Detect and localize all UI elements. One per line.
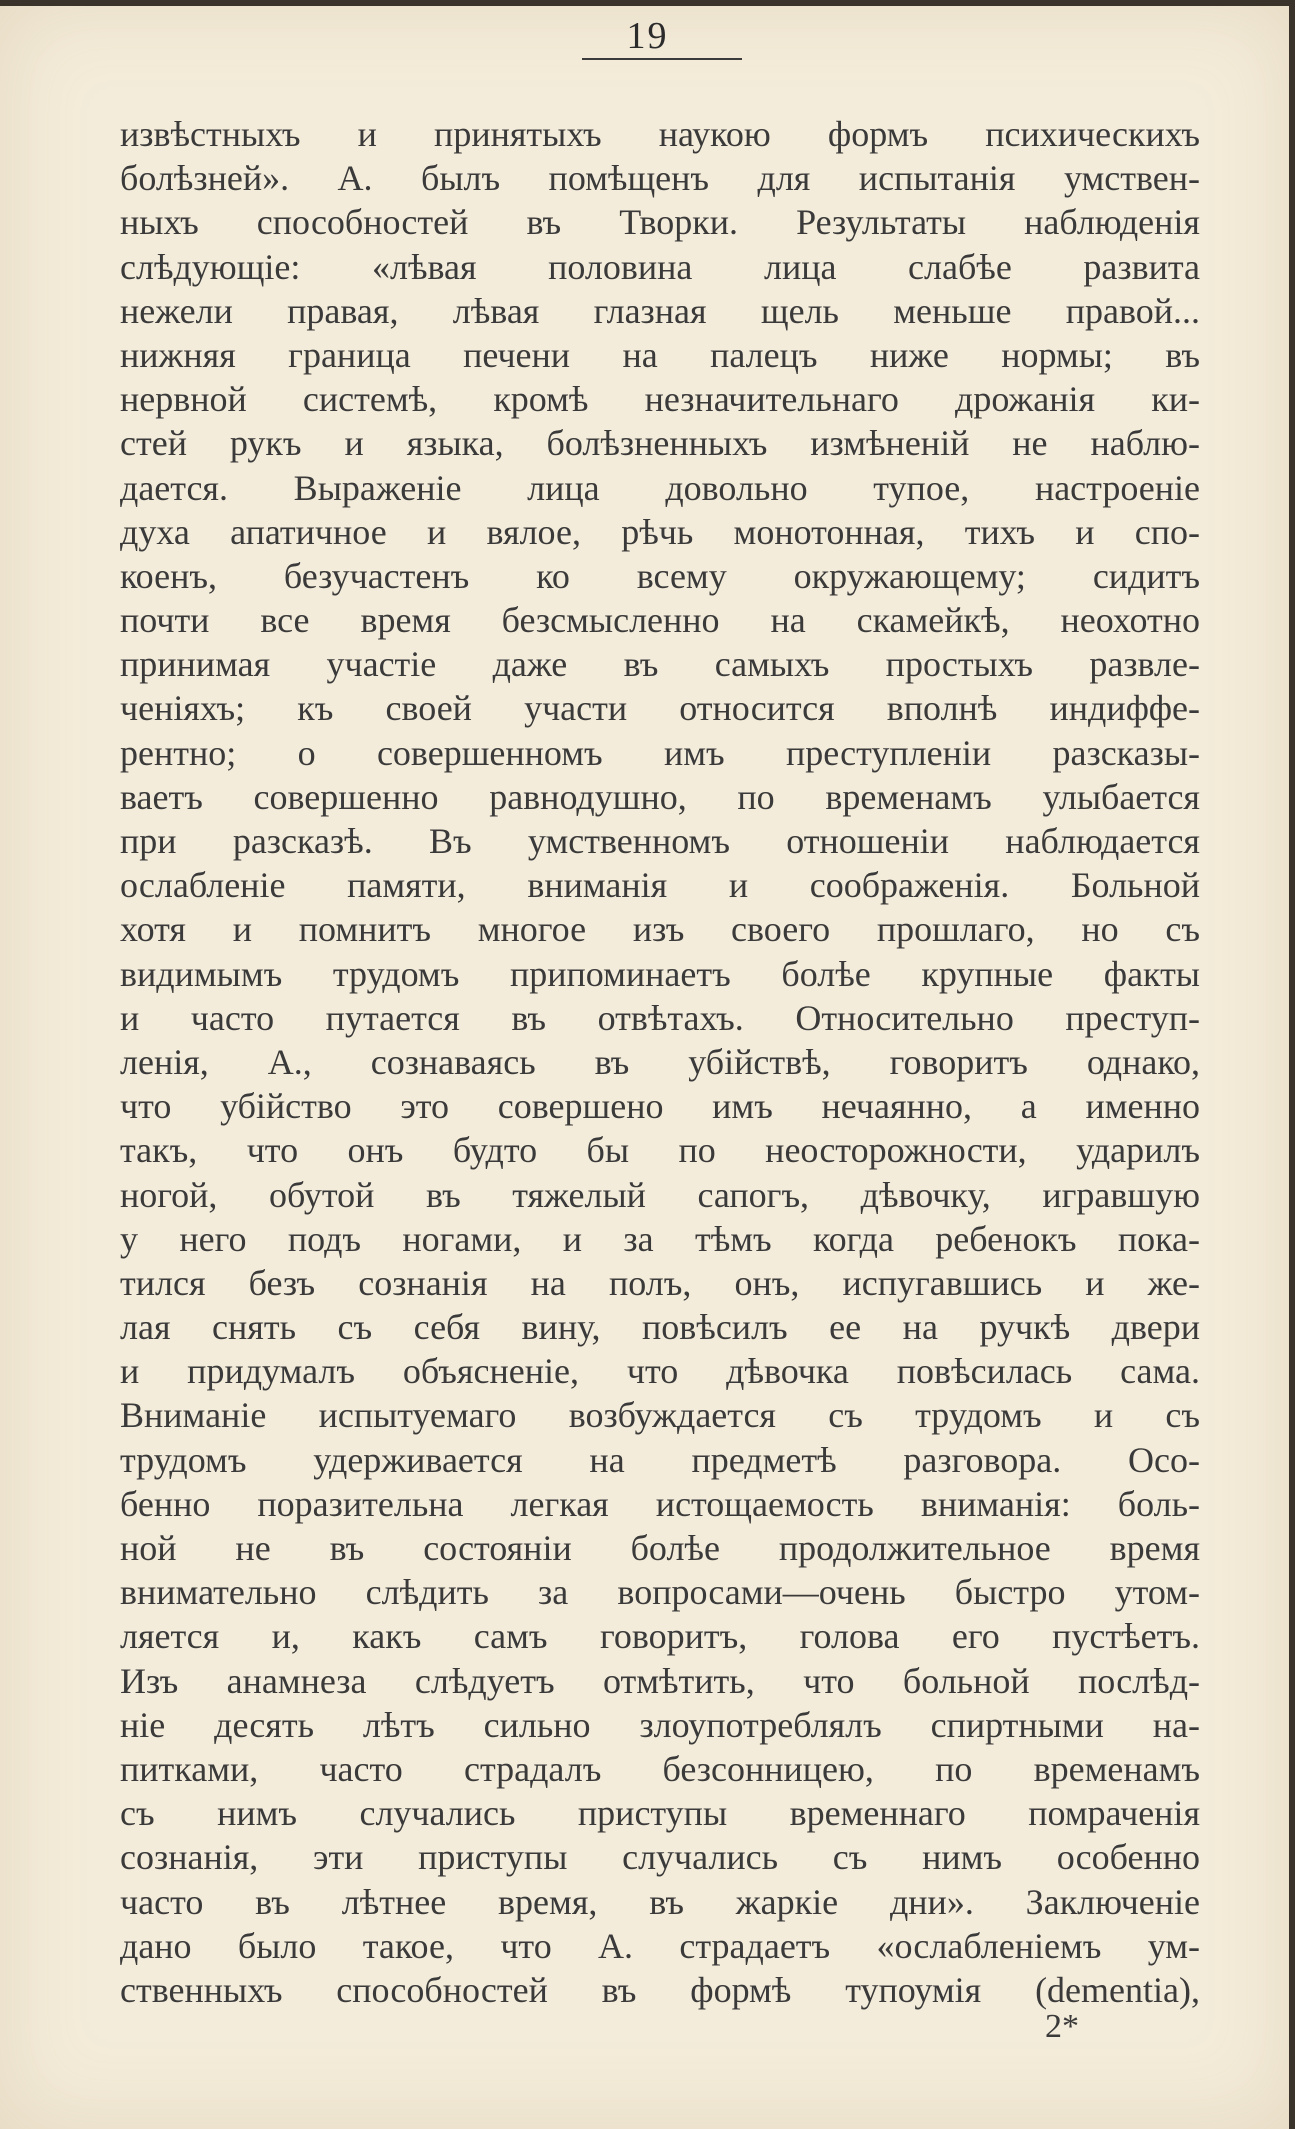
text-line: рентно; о совершенномъ имъ преступленіи разсказы-	[120, 732, 1200, 773]
text-line: Изъ анамнеза слѣдуетъ отмѣтить, что больной послѣд-	[120, 1660, 1200, 1701]
text-line: ваетъ совершенно равнодушно, по временамъ улыбается	[120, 776, 1200, 817]
text-line: ныхъ способностей въ Творки. Результаты наблюденія	[120, 202, 1200, 243]
body-text	[120, 112, 1200, 2012]
text-line: ослабленіе памяти, вниманія и соображенія. Больной	[120, 865, 1200, 906]
text-line: коенъ, безучастенъ ко всему окружающему; сидитъ	[120, 555, 1200, 596]
text-line: принимая участіе даже въ самыхъ простыхъ развле-	[120, 644, 1200, 685]
text-line: духа апатичное и вялое, рѣчь монотонная, тихъ и спо-	[120, 511, 1200, 552]
text-line: ной не въ состояніи болѣе продолжительное время	[120, 1528, 1200, 1568]
text-line: и придумалъ объясненіе, что дѣвочка повѣсилась сама.	[120, 1351, 1200, 1392]
text-line: бенно поразительна легкая истощаемость вниманія: боль-	[120, 1483, 1200, 1524]
text-line: внимательно слѣдить за вопросами—очень быстро утом-	[120, 1572, 1200, 1613]
page-number: 19	[626, 15, 669, 57]
text-line: лая снять съ себя вину, повѣсилъ ее на ручкѣ двери	[120, 1307, 1200, 1348]
text-line: сознанія, эти приступы случались съ нимъ особенно	[120, 1837, 1200, 1878]
text-line: трудомъ удерживается на предметѣ разговора. Осо-	[120, 1439, 1200, 1480]
signature-mark: 2*	[1045, 2008, 1079, 2045]
text-line: часто въ лѣтнее время, въ жаркіе дни». Заключеніе	[120, 1881, 1200, 1922]
text-line: нервной системѣ, кромѣ незначительнаго дрожанія ки-	[120, 379, 1200, 420]
text-line: ченіяхъ; къ своей участи относится вполнѣ индиффе-	[120, 688, 1200, 729]
text-line: дается. Выраженіе лица довольно тупое, настроеніе	[120, 467, 1200, 508]
text-line: ляется и, какъ самъ говоритъ, голова его пустѣетъ.	[120, 1616, 1200, 1657]
text-line: стей рукъ и языка, болѣзненныхъ измѣненій не наблю-	[120, 423, 1200, 464]
text-line: видимымъ трудомъ припоминаетъ болѣе крупные факты	[120, 953, 1200, 994]
text-line: болѣзней». А. былъ помѣщенъ для испытанія умствен-	[120, 158, 1200, 199]
text-line: ніе десять лѣтъ сильно злоупотреблялъ спиртными на-	[120, 1704, 1200, 1745]
text-line: тился безъ сознанія на полъ, онъ, испугавшись и же-	[120, 1262, 1200, 1303]
scan-edge-right	[1289, 0, 1295, 2129]
text-line: ногой, обутой въ тяжелый сапогъ, дѣвочку, игравшую	[120, 1174, 1200, 1215]
text-line: ственныхъ способностей въ формѣ тупоумія (dementia),	[120, 1969, 1200, 2010]
text-line: Вниманіе испытуемаго возбуждается съ трудомъ и съ	[120, 1395, 1200, 1436]
header-rule	[582, 58, 742, 60]
text-line: извѣстныхъ и принятыхъ наукою формъ психическихъ	[120, 114, 1200, 154]
text-line: нижняя граница печени на палецъ ниже нормы; въ	[120, 334, 1200, 375]
text-line: дано было такое, что А. страдаетъ «ослабленіемъ ум-	[120, 1925, 1200, 1966]
text-line: что убійство это совершено имъ нечаянно, а именно	[120, 1086, 1200, 1127]
text-line: хотя и помнитъ многое изъ своего прошлаго, но съ	[120, 909, 1200, 950]
text-line: и часто путается въ отвѣтахъ. Относительно преступ-	[120, 997, 1200, 1038]
text-line: такъ, что онъ будто бы по неосторожности, ударилъ	[120, 1130, 1200, 1171]
scan-edge-top	[0, 0, 1295, 6]
text-line: нежели правая, лѣвая глазная щель меньше правой...	[120, 290, 1200, 331]
text-line: ленія, А., сознаваясь въ убійствѣ, говоритъ однако,	[120, 1041, 1200, 1082]
text-line: слѣдующіе: «лѣвая половина лица слабѣе развита	[120, 246, 1200, 287]
text-line: съ нимъ случались приступы временнаго помраченія	[120, 1793, 1200, 1834]
text-line: у него подъ ногами, и за тѣмъ когда ребенокъ пока-	[120, 1218, 1200, 1259]
text-line: питками, часто страдалъ безсонницею, по временамъ	[120, 1748, 1200, 1789]
text-line: при разсказѣ. Въ умственномъ отношеніи наблюдается	[120, 821, 1200, 861]
text-line: почти все время безсмысленно на скамейкѣ, неохотно	[120, 600, 1200, 641]
